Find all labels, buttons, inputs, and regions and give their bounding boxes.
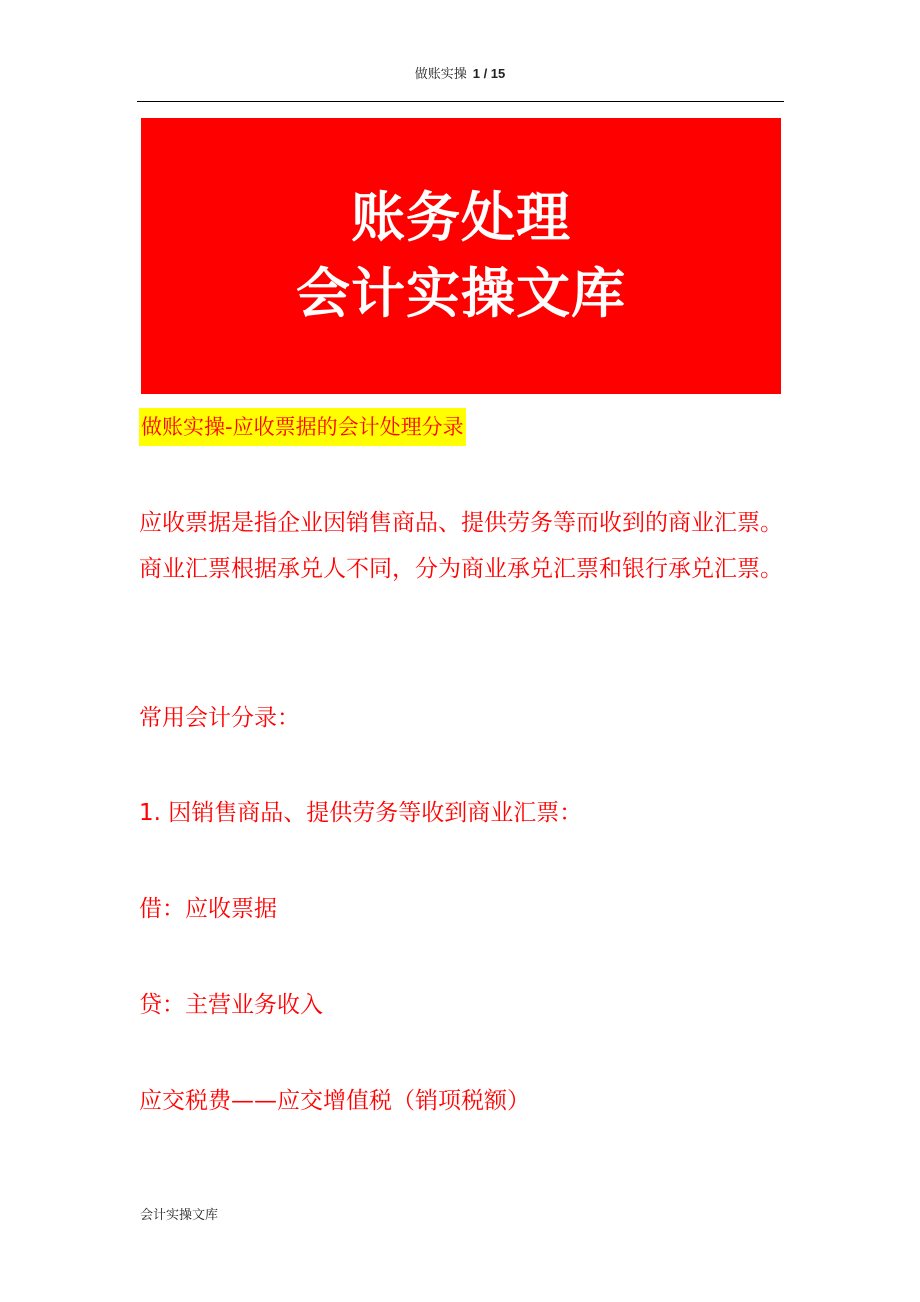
document-title: 做账实操-应收票据的会计处理分录 (139, 408, 466, 446)
header-divider (137, 101, 784, 102)
cover-banner (141, 118, 781, 394)
tax-line: 应交税费——应交增值税（销项税额） (139, 1088, 530, 1114)
page-indicator: 1 / 15 (472, 66, 506, 81)
page-footer: 会计实操文库 (140, 1208, 219, 1223)
debit-line: 借：应收票据 (139, 896, 277, 922)
banner-title-line-1: 账务处理 (351, 186, 571, 249)
common-entries-heading: 常用会计分录： (139, 705, 300, 731)
header-doc-name: 做账实操 (414, 67, 467, 82)
credit-line: 贷：主营业务收入 (139, 992, 323, 1018)
banner-title-line-2: 会计实操文库 (296, 262, 626, 325)
intro-paragraph: 应收票据是指企业因销售商品、提供劳务等而收到的商业汇票。商业汇票根据承兑人不同，分为商业承兑汇票和银行承兑汇票。 (139, 510, 783, 582)
entry-item-1: 1. 因销售商品、提供劳务等收到商业汇票： (139, 800, 583, 826)
page-header (0, 64, 920, 85)
